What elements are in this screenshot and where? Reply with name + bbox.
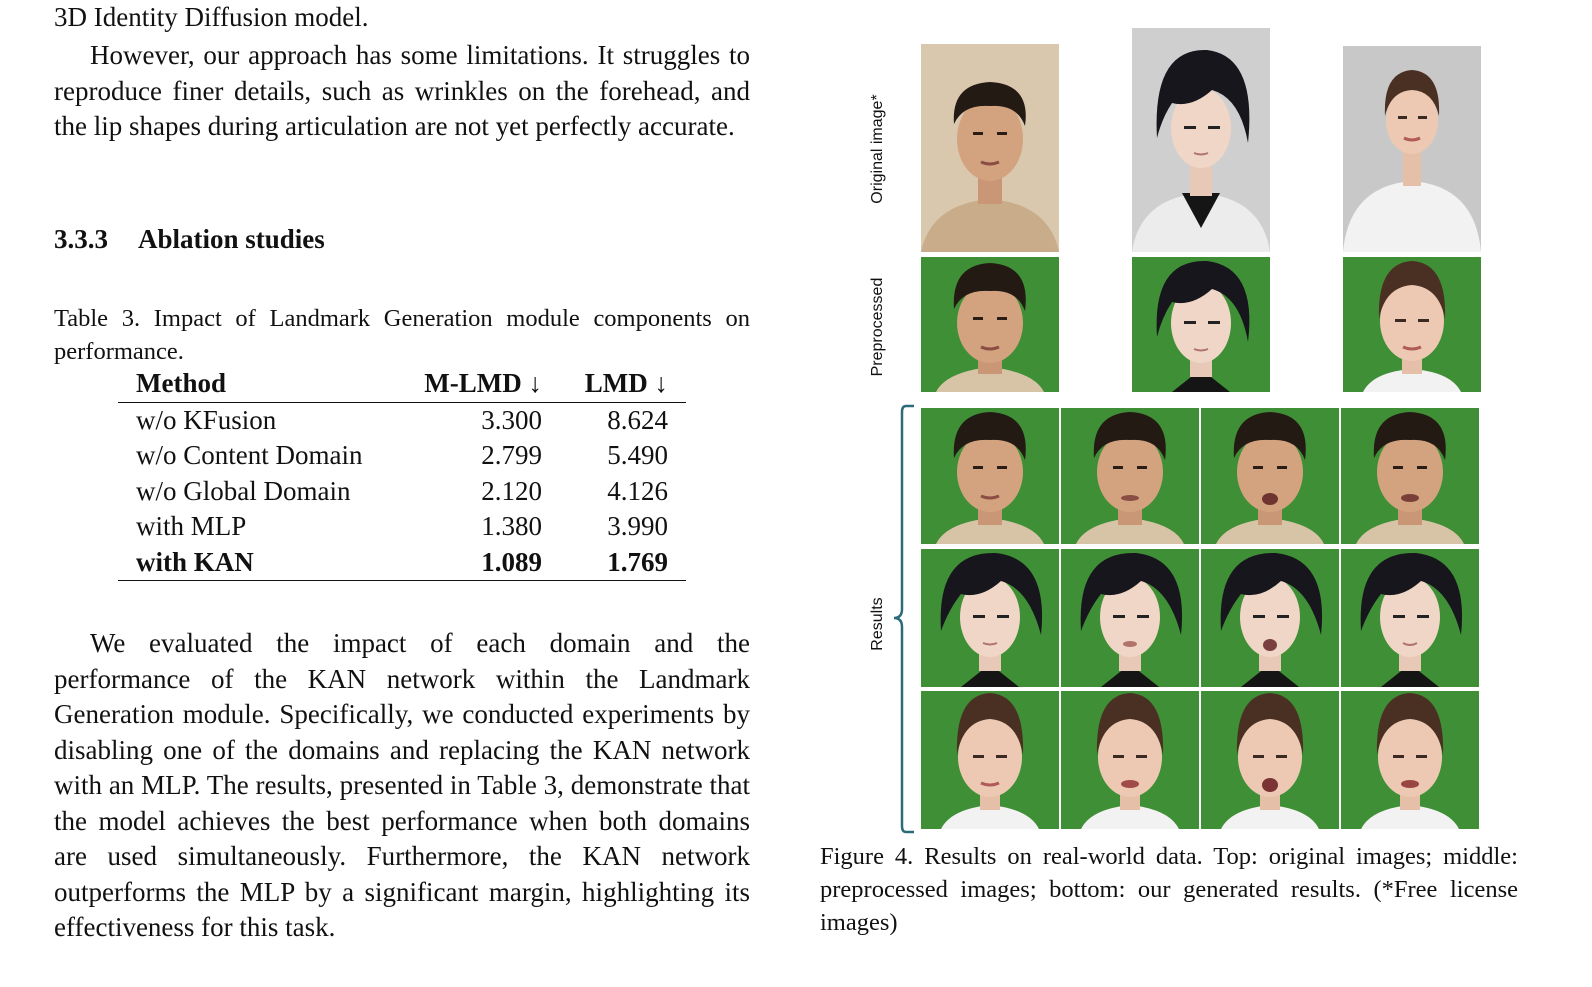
section-heading — [54, 224, 325, 255]
result-image-man-3 — [1201, 408, 1339, 544]
limitations-paragraph: However, our approach has some limitations. It struggles to reproduce finer details, such as wrinkles on the forehead, and the lip shapes during articulation are not yet perfectly accurate. — [54, 40, 750, 141]
cell-mlmd: 1.089 — [399, 545, 560, 581]
row-label-preprocessed: Preprocessed — [869, 277, 886, 377]
cell-lmd: 4.126 — [607, 475, 668, 506]
cell-method: with MLP — [136, 511, 247, 541]
preprocessed-image-woman — [1343, 257, 1481, 392]
cell-lmd: 8.624 — [607, 404, 668, 435]
cell-mlmd: 2.120 — [481, 475, 542, 506]
row-label-results: Results — [869, 597, 886, 651]
table-row — [118, 509, 686, 545]
result-image-anime-2 — [1061, 549, 1199, 687]
result-image-anime-1 — [921, 549, 1059, 687]
cell-mlmd: 1.380 — [481, 511, 542, 541]
cell-method: with KAN — [118, 545, 399, 581]
result-image-woman-1 — [921, 691, 1059, 829]
cell-method: w/o Content Domain — [136, 440, 363, 470]
header-method: Method — [118, 366, 399, 402]
cell-mlmd: 2.799 — [481, 440, 542, 470]
table-row — [118, 438, 686, 474]
result-image-woman-3 — [1201, 691, 1339, 829]
result-image-anime-4 — [1341, 549, 1479, 687]
cell-lmd: 3.990 — [607, 511, 668, 541]
original-image-anime — [1132, 28, 1270, 252]
intro-line: 3D Identity Diffusion model. — [54, 2, 369, 32]
preprocessed-image-anime — [1132, 257, 1270, 392]
section-title: Ablation studies — [138, 224, 325, 254]
section-number: 3.3.3 — [54, 224, 108, 254]
preprocessed-image-man — [921, 257, 1059, 392]
figure-4 — [820, 0, 1592, 987]
result-image-man-2 — [1061, 408, 1199, 544]
original-image-man — [921, 44, 1059, 252]
result-image-woman-2 — [1061, 691, 1199, 829]
figure-caption: Figure 4. Results on real-world data. Top: original images; middle: preprocessed images; bottom: our generated results. (*Free license images) — [820, 843, 1518, 936]
cell-method: w/o KFusion — [136, 404, 277, 435]
cell-mlmd: 3.300 — [481, 404, 542, 435]
table-row — [118, 474, 686, 510]
header-lmd: LMD ↓ — [560, 366, 686, 402]
result-image-woman-4 — [1341, 691, 1479, 829]
cell-lmd: 5.490 — [607, 440, 668, 470]
original-image-woman — [1343, 46, 1481, 252]
row-label-original: Original image* — [869, 94, 886, 204]
table-row — [118, 402, 686, 438]
table-caption: Table 3. Impact of Landmark Generation module components on performance. — [54, 305, 750, 365]
table-header-row — [118, 366, 686, 402]
cell-method: w/o Global Domain — [136, 475, 351, 506]
cell-lmd: 1.769 — [560, 545, 686, 581]
ablation-table — [118, 366, 686, 581]
result-image-man-4 — [1341, 408, 1479, 544]
evaluation-paragraph: We evaluated the impact of each domain and the performance of the KAN network within the Landmark Generation module. Specifically, we conducted experiments by disabling one of the domains and replacing the KAN network with an MLP. The results, presented in Table 3, demonstrate that the model achieves the best performance when both domains are used simultaneously. Furthermore, the KAN network outperforms the MLP by a significant margin, highlighting its effectiveness for this task. — [54, 628, 750, 942]
results-bracket — [886, 404, 916, 834]
header-mlmd: M-LMD ↓ — [399, 366, 560, 402]
result-image-anime-3 — [1201, 549, 1339, 687]
table-row-best — [118, 545, 686, 581]
result-image-man-1 — [921, 408, 1059, 544]
